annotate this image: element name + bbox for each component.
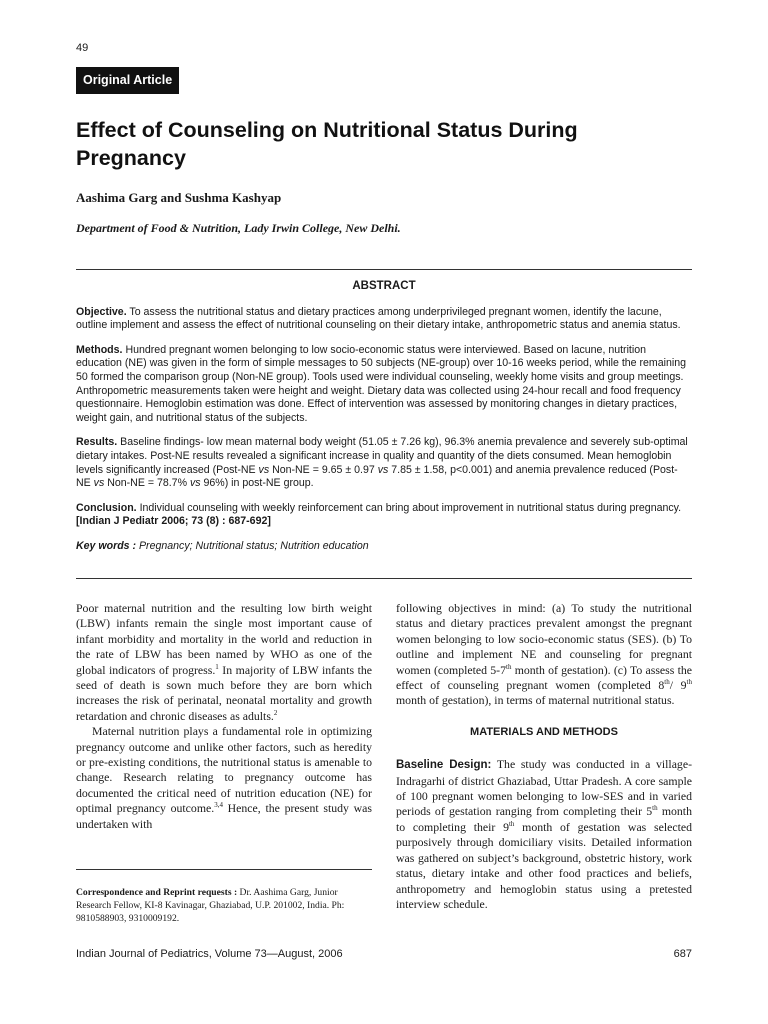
body-text: / 9 [669, 678, 687, 693]
article-type-badge: Original Article [76, 67, 179, 94]
body-text: Maternal nutrition plays a fundamental role in optimizing pregnancy outcome and unlike other factors, such as heredity or pre-existing conditions, the nutritional status is amenable to change. Research relating to pregnancy outcome has documented the critical need of nutrition education (NE) for optimal pregnancy outcome. [76, 724, 372, 816]
body-text: The study was conducted in a village-Indragarhi of district Ghaziabad, Uttar Pradesh. A core sample of 100 pregnant women belonging to low-SES and in varied periods of gestation ranging from completing their 5 [396, 757, 692, 819]
article-authors: Aashima Garg and Sushma Kashyap [76, 190, 282, 205]
abstract-keywords [76, 540, 692, 554]
objective-text: To assess the nutritional status and dietary practices among underprivileged pregnant women, identify the lacune, outline implement and assess the effect of nutritional counseling on their dietary intake, anthropometric status and anemia status. [76, 305, 681, 332]
body-text: In majority of LBW infants the seed of death is sown much before they are born which increases the risk of perinatal, neonatal mortality and growth retardation and chronic diseases as adults. [76, 662, 372, 723]
ordinal-suffix: th [508, 819, 515, 828]
body-column-right [396, 601, 692, 912]
abstract-bottom-rule [76, 578, 692, 579]
paragraph-lead: Baseline Design: [396, 759, 492, 772]
footnote-text: Dr. Aashima Garg, Junior Research Fellow, KI-8 Kavinagar, Ghaziabad, U.P. 201002, India. Ph: 9810588903, 9310009192. [76, 887, 345, 924]
footnote-rule [76, 869, 372, 870]
results-vs: vs [258, 463, 270, 476]
article-title: Effect of Counseling on Nutritional Status During Pregnancy [76, 118, 578, 170]
objective-label: Objective. [76, 305, 127, 318]
results-text: Baseline findings- low mean maternal body weight (51.05 ± 7.26 kg), 96.3% anemia prevalence and severely sub-optimal dietary intakes. Post-NE results revealed a significant increase in quality and quantity of the diets consumed. Mean hemoglobin levels significantly increased (Post-NE [76, 436, 688, 476]
abstract-results [76, 436, 692, 491]
conclusion-label: Conclusion. [76, 501, 137, 514]
page-number-top: 49 [76, 42, 89, 54]
body-text: month of gestation was selected purposively through domiciliary visits. Detailed information was gathered on subject’s background, obstetric history, work status, dietary intake and other food practices and beliefs, anthropometry and hemoglobin status using a pretested interview schedule. [396, 819, 692, 911]
keywords-text: Pregnancy; Nutritional status; Nutrition education [136, 539, 369, 552]
body-text: Hence, the present study was undertaken with [76, 801, 372, 831]
body-paragraph [76, 601, 372, 724]
conclusion-text: Individual counseling with weekly reinforcement can bring about improvement in nutritional status during pregnancy. [136, 501, 682, 514]
body-paragraph [396, 601, 692, 709]
abstract-top-rule [76, 269, 692, 270]
methods-text: Hundred pregnant women belonging to low socio-economic status were interviewed. Based on lacune, nutrition education (NE) was given in the form of simple messages to 50 subjects (NE-group) over 10-16 weeks period, while the remaining 50 formed the comparison group (Non-NE group). Tools used were individual counseling, weekly home visits and group meetings. Anthropometric measurements taken were height and weight. Dietary data was collected using 24-hour recall and food frequency questionnaire. Hemoglobin estimation was done. Effect of intervention was assessed by monitoring changes in dietary practices, weight gain, and nutritional status of the subjects. [76, 343, 687, 425]
citation-ref: 1 [215, 662, 219, 671]
footer-page-number: 687 [673, 948, 692, 960]
body-paragraph [396, 757, 692, 912]
body-text: month to completing their 9 [396, 804, 692, 834]
results-text: Non-NE = 9.65 ± 0.97 [269, 463, 378, 476]
citation-ref: 2 [273, 708, 278, 717]
methods-label: Methods. [76, 343, 123, 356]
results-text: 96%) in post-NE group. [200, 477, 314, 490]
journal-citation: [Indian J Pediatr 2006; 73 (8) : 687-692] [76, 515, 271, 528]
footnote-label: Correspondence and Reprint requests : [76, 887, 238, 898]
body-text: Poor maternal nutrition and the resulting low birth weight (LBW) infants remain the single most important cause of infant morbidity and mortality in the world and reduction in the rate of LBW has been named by WHO as one of the global indicators of progress. [76, 601, 372, 677]
ordinal-suffix: th [506, 662, 512, 671]
body-column-left [76, 601, 372, 832]
abstract-heading: ABSTRACT [352, 280, 416, 292]
footer-journal-info: Indian Journal of Pediatrics, Volume 73—August, 2006 [76, 948, 343, 960]
ordinal-suffix: th [664, 678, 670, 687]
results-vs: vs [377, 463, 389, 476]
results-label: Results. [76, 436, 118, 449]
ordinal-suffix: th [686, 678, 692, 687]
results-vs: vs [189, 477, 201, 490]
body-text: following objectives in mind: (a) To study the nutritional status and dietary practices prevalent amongst the pregnant women belonging to low socio-economic status (SES). (b) To outline and implement NE and counseling for pregnant women (completed 5-7 [396, 601, 692, 677]
keywords-label: Key words : [76, 539, 137, 552]
abstract-conclusion [76, 502, 692, 529]
body-text: month of gestation), in terms of maternal nutritional status. [396, 693, 675, 708]
citation-ref: 3,4 [214, 801, 223, 810]
correspondence-footnote [76, 886, 372, 925]
results-text: 7.85 ± 1.58, p<0.001) and anemia prevalence reduced (Post-NE [76, 463, 678, 490]
abstract-objective [76, 306, 692, 333]
section-heading: MATERIALS AND METHODS [470, 725, 618, 738]
author-affiliation: Department of Food & Nutrition, Lady Irwin College, New Delhi. [76, 221, 401, 235]
results-text: Non-NE = 78.7% [104, 477, 190, 490]
results-vs: vs [93, 477, 105, 490]
abstract-methods [76, 344, 692, 426]
body-text: month of gestation). (c) To assess the effect of counseling pregnant women (completed 8 [396, 662, 692, 693]
ordinal-suffix: th [652, 804, 658, 813]
abstract-section [76, 280, 692, 564]
body-paragraph [76, 724, 372, 832]
